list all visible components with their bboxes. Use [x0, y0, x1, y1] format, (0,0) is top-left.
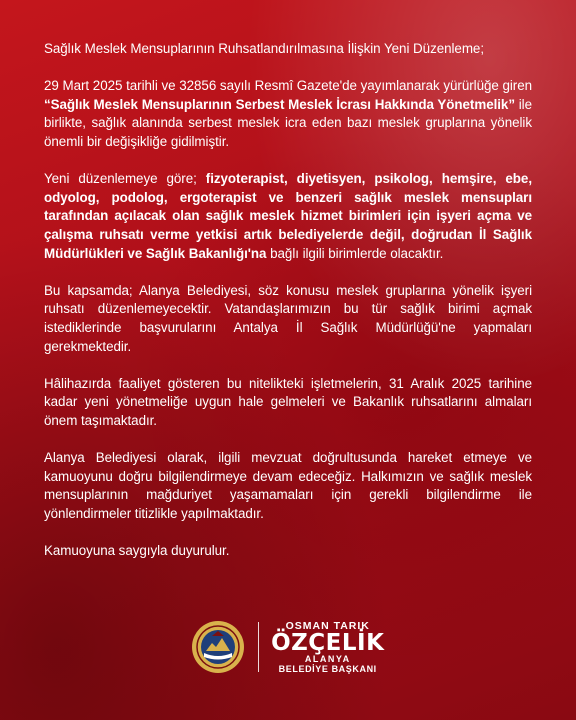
signature-divider — [258, 622, 260, 672]
mayor-role: BELEDİYE BAŞKANI — [278, 663, 377, 674]
announcement-body — [44, 40, 532, 579]
paragraph-deadline: Hâlihazırda faaliyet gösteren bu nitelikteki işletmelerin, 31 Aralık 2025 tarihine kadar yeni yönetmeliğe uygun hale gelmeleri ve Bakanlık ruhsatlarını almaları önem taşımaktadır. — [44, 375, 532, 428]
announcement-title: Sağlık Meslek Mensuplarının Ruhsatlandırılmasına İlişkin Yeni Düzenleme; — [44, 41, 485, 56]
mayor-city: ALANYA — [304, 653, 351, 664]
mayor-last-name: ÖZÇELİK — [271, 629, 385, 656]
mayor-signature — [271, 621, 384, 674]
signature-block — [0, 618, 576, 676]
paragraph-new-rule: Yeni düzenlemeye göre; fizyoterapist, diyetisyen, psikolog, hemşire, ebe, odyolog, podolog, ergoterapist ve benzeri sağlık meslek mensupları tarafından açılacak olan sağlık meslek hizmet birimleri için işyeri açma ve çalışma ruhsatı verme yetkisi artık belediyelerde değil, doğrudan İl Sağlık Müdürlükleri ve Sağlık Bakanlığı'na bağlı ilgili birimlerde olacaktır. — [44, 171, 532, 261]
mayor-first-name: OSMAN TARIK — [285, 619, 370, 632]
paragraph-scope: Bu kapsamda; Alanya Belediyesi, söz konusu meslek gruplarına yönelik işyeri ruhsatı düzenlemeyecektir. Vatandaşlarımızın bu tür sağlık birimi açmak istediklerinde başvurularını Antalya İl Sağlık Müdürlüğü'ne yapmaları gerekmektedir. — [44, 282, 532, 354]
paragraph-regulation: 29 Mart 2025 tarihli ve 32856 sayılı Resmî Gazete'de yayımlanarak yürürlüğe giren “Sağlık Meslek Mensuplarının Serbest Meslek İcrası Hakkında Yönetmelik” ile birlikte, sağlık alanında serbest meslek icra eden bazı meslek gruplarına yönelik önemli bir değişikliğe gidilmiştir. — [44, 78, 533, 149]
paragraph-municipality: Alanya Belediyesi olarak, ilgili mevzuat doğrultusunda hareket etmeye ve kamuoyunu doğru bilgilendirmeye devam edeceğiz. Halkımızın ve sağlık meslek mensuplarının mağduriyet yaşamamaları için gerekli bilgilendirme ile yönlendirmeler titizlikle yapılmaktadır. — [44, 450, 532, 521]
closing-line: Kamuoyuna saygıyla duyurulur. — [44, 543, 230, 559]
alanya-municipality-seal-icon — [192, 621, 244, 673]
